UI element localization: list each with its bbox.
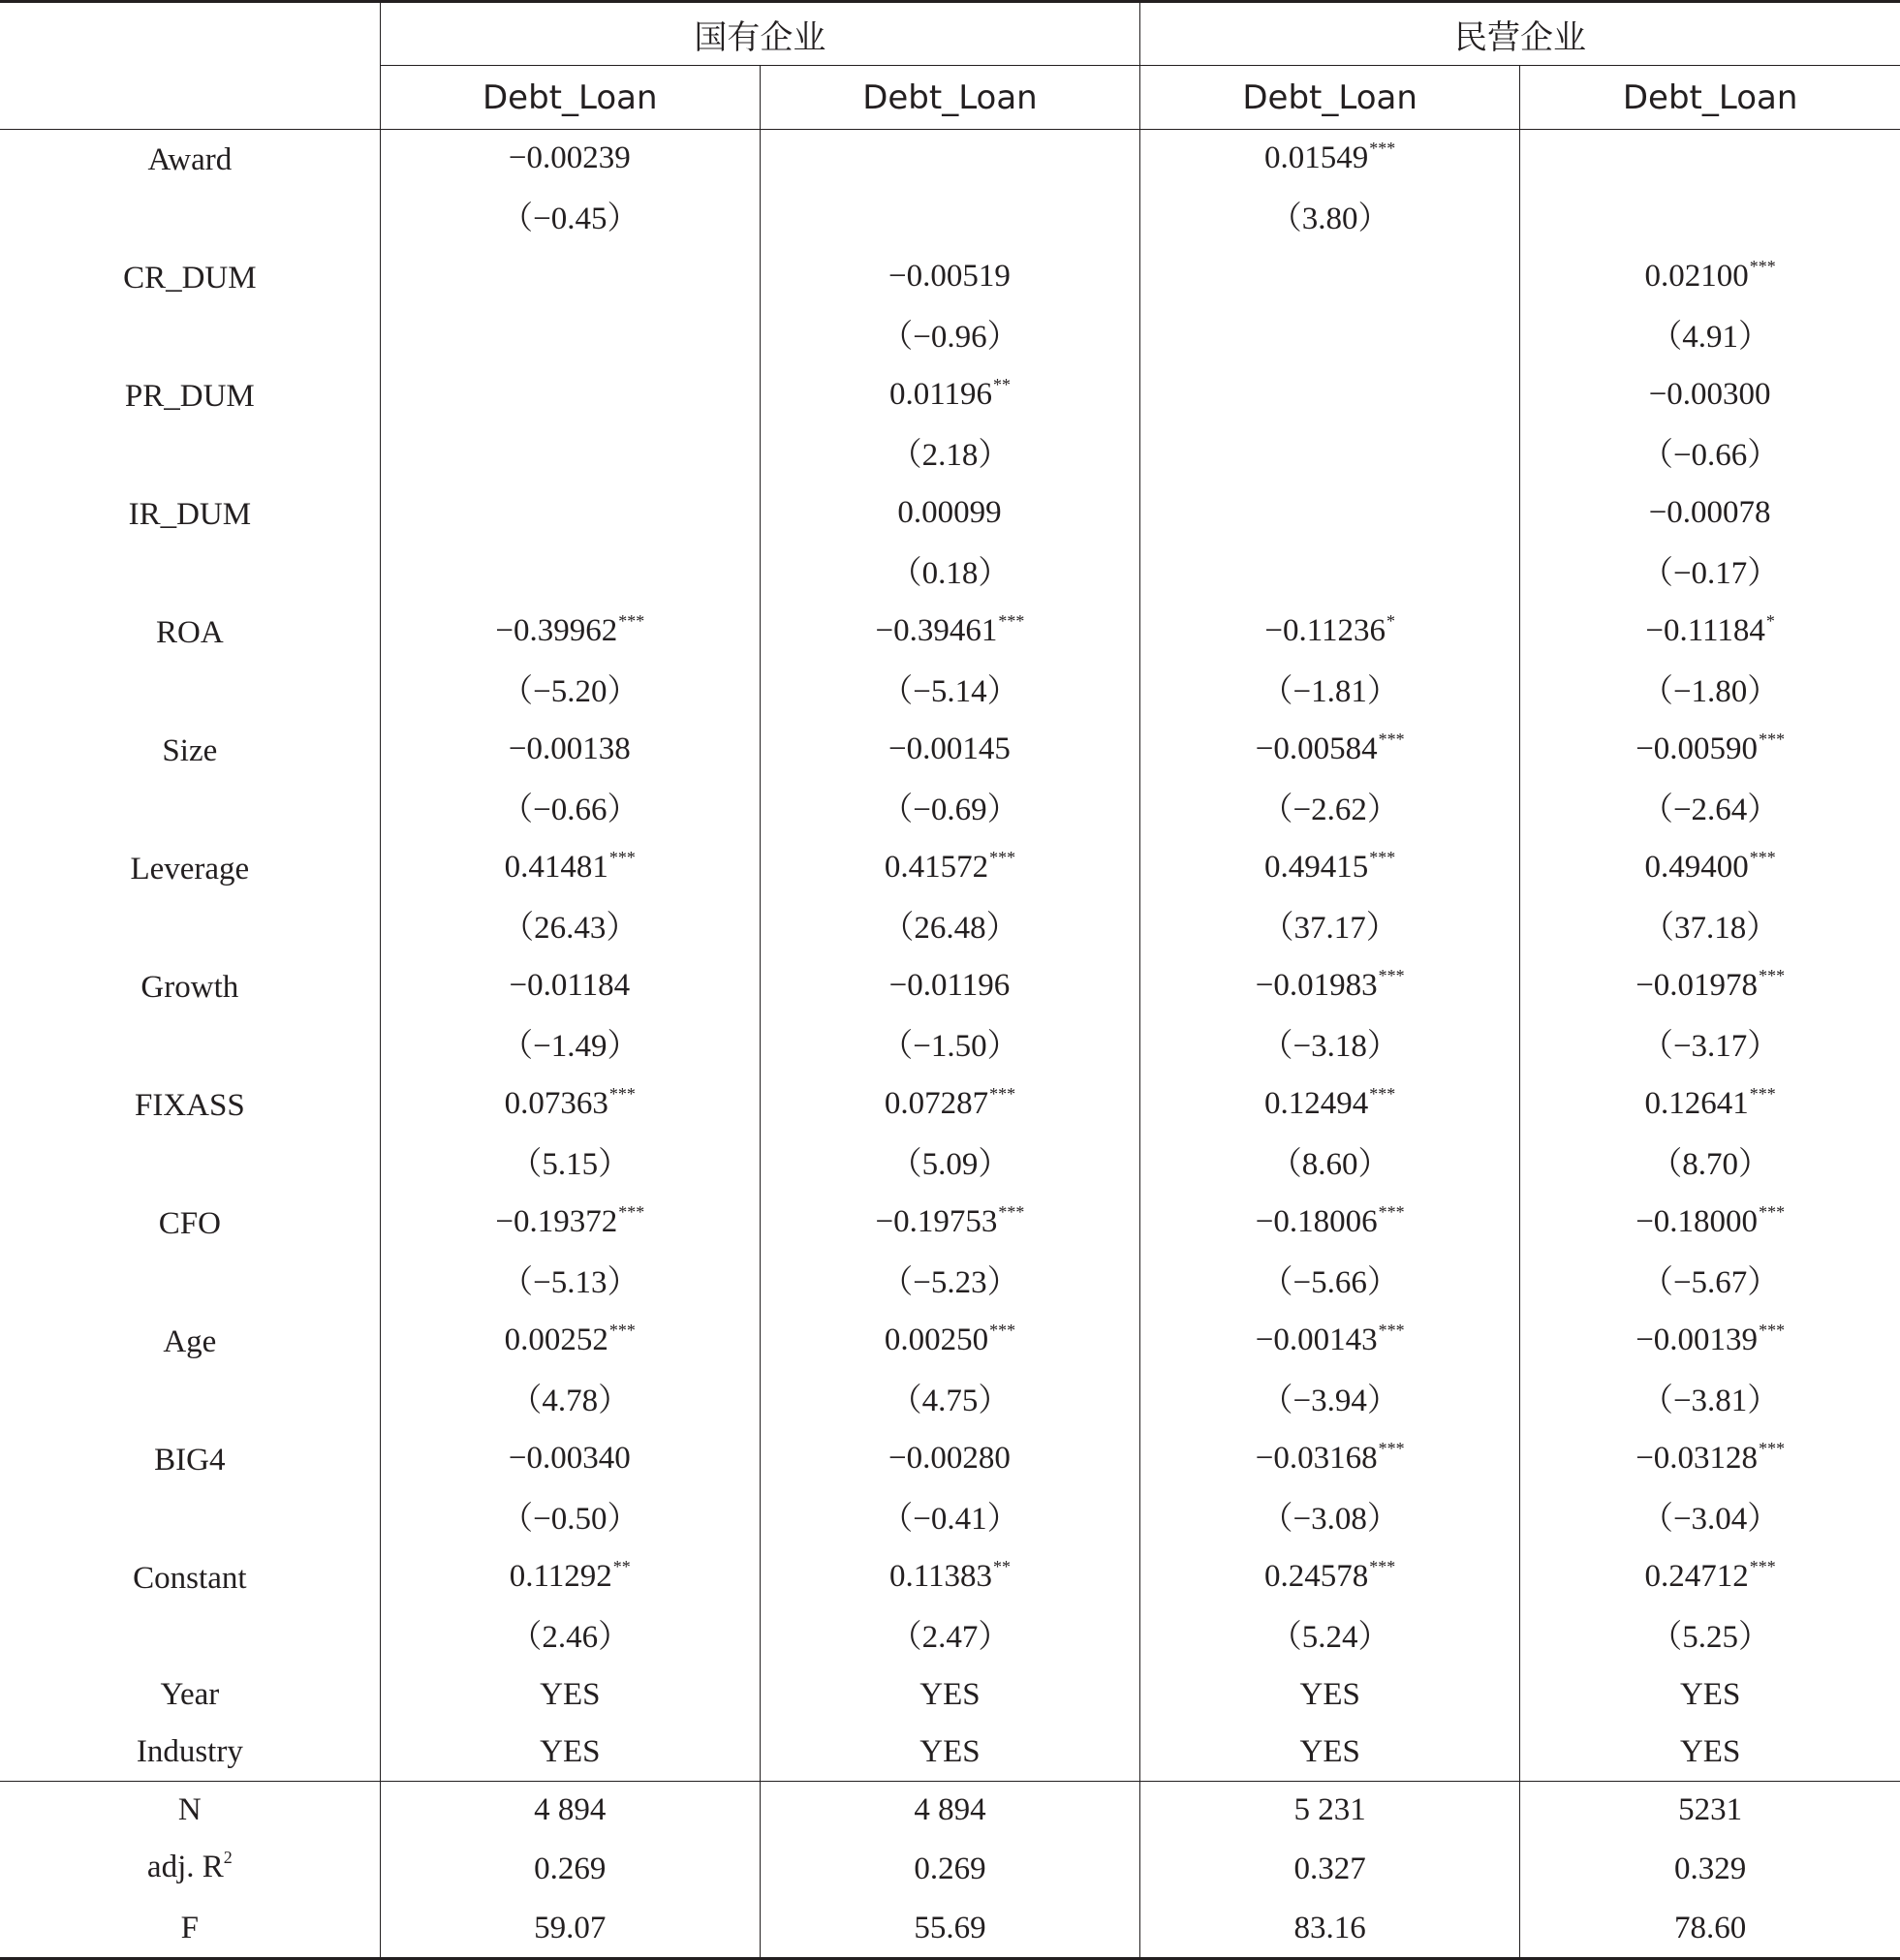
coefficient-cell — [380, 839, 760, 900]
variable-label-spacer — [0, 1255, 380, 1312]
t-statistic-cell: （2.18） — [760, 427, 1139, 484]
statistic-value: 0.269 — [760, 1839, 1139, 1900]
significance-stars: *** — [1749, 1557, 1776, 1576]
coefficient-cell — [760, 366, 1139, 427]
variable-label: CR_DUM — [123, 261, 257, 296]
coefficient-value: −0.00145 — [888, 731, 1011, 766]
coefficient-cell — [1520, 839, 1900, 900]
significance-stars: *** — [1378, 1439, 1405, 1458]
variable-label: BIG4 — [154, 1443, 226, 1478]
t-statistic-cell: （−0.66） — [380, 782, 760, 839]
variable-label: Award — [147, 142, 233, 177]
coefficient-cell — [380, 1194, 760, 1255]
coefficient-row — [0, 1194, 1900, 1255]
t-statistic-cell — [1140, 427, 1520, 484]
coefficient-cell — [760, 484, 1139, 545]
t-statistic-cell: （5.09） — [760, 1136, 1139, 1194]
significance-stars: *** — [1749, 257, 1776, 276]
t-statistic-cell: （−1.81） — [1140, 664, 1520, 721]
t-statistic-cell: （−5.23） — [760, 1255, 1139, 1312]
t-statistic-cell: （−5.14） — [760, 664, 1139, 721]
statistic-label-text: N — [177, 1792, 202, 1827]
t-statistic-cell: （−3.18） — [1140, 1018, 1520, 1075]
t-statistic-row — [0, 1491, 1900, 1548]
statistic-label — [0, 1782, 380, 1840]
coefficient-cell — [1520, 957, 1900, 1018]
significance-stars: *** — [608, 1084, 636, 1104]
t-statistic-cell: （37.18） — [1520, 900, 1900, 957]
significance-stars: *** — [1749, 848, 1776, 867]
coefficient-cell — [760, 1430, 1139, 1491]
statistic-value: 5231 — [1520, 1782, 1900, 1840]
coefficient-cell — [1520, 1312, 1900, 1373]
coefficient-cell — [1140, 248, 1520, 309]
coefficient-cell — [1140, 366, 1520, 427]
control-value: YES — [760, 1666, 1139, 1724]
coefficient-value: −0.00300 — [1648, 377, 1771, 412]
coefficient-cell — [380, 1430, 760, 1491]
coefficient-value: 0.00252 — [504, 1322, 608, 1357]
coefficient-cell — [380, 603, 760, 664]
statistics-rows — [0, 1782, 1900, 1959]
coefficient-row — [0, 957, 1900, 1018]
statistic-value: 0.327 — [1140, 1839, 1520, 1900]
coefficient-cell — [760, 839, 1139, 900]
coefficient-value: 0.49415 — [1264, 850, 1369, 885]
coefficient-row — [0, 366, 1900, 427]
t-statistic-cell: （26.48） — [760, 900, 1139, 957]
coefficient-row — [0, 839, 1900, 900]
coefficient-value: −0.03128 — [1635, 1441, 1759, 1476]
coefficient-value: −0.00340 — [508, 1441, 631, 1476]
group-header-private: 民营企业 — [1140, 2, 1900, 66]
coefficient-value: 0.07363 — [504, 1086, 608, 1121]
variable-label: IR_DUM — [128, 497, 252, 532]
control-value: YES — [760, 1724, 1139, 1782]
t-statistic-row — [0, 1136, 1900, 1194]
coefficient-row — [0, 248, 1900, 309]
significance-stars: ** — [612, 1557, 631, 1576]
significance-stars: *** — [998, 1202, 1025, 1222]
t-statistic-cell: （−3.08） — [1140, 1491, 1520, 1548]
dependent-variable-header: Debt_Loan — [380, 66, 760, 130]
statistic-row — [0, 1782, 1900, 1840]
coefficient-cell — [1140, 130, 1520, 192]
t-statistic-cell: （−1.80） — [1520, 664, 1900, 721]
coefficient-cell — [1520, 248, 1900, 309]
statistic-value: 78.60 — [1520, 1900, 1900, 1959]
coefficient-cell — [1140, 957, 1520, 1018]
significance-stars: *** — [608, 1321, 636, 1340]
coefficient-value: −0.18006 — [1255, 1204, 1378, 1239]
statistic-value: 83.16 — [1140, 1900, 1520, 1959]
header-corner — [0, 2, 380, 66]
t-statistic-cell: （3.80） — [1140, 191, 1520, 248]
t-statistic-cell: （0.18） — [760, 545, 1139, 603]
t-statistic-cell — [760, 191, 1139, 248]
significance-stars: *** — [1759, 966, 1786, 985]
coefficient-row — [0, 603, 1900, 664]
coefficient-value: −0.01983 — [1255, 968, 1378, 1003]
significance-stars: *** — [1378, 1321, 1405, 1340]
control-label: Year — [160, 1677, 220, 1712]
coefficient-value: 0.12494 — [1264, 1086, 1369, 1121]
coefficient-value: −0.19753 — [875, 1204, 998, 1239]
coefficient-cell — [760, 1548, 1139, 1609]
significance-stars: *** — [1749, 1084, 1776, 1104]
t-statistic-row — [0, 1609, 1900, 1666]
coefficient-cell — [760, 957, 1139, 1018]
coefficient-cell — [380, 721, 760, 782]
coefficient-cell — [760, 1194, 1139, 1255]
significance-stars: *** — [998, 611, 1025, 631]
coefficient-cell — [1520, 484, 1900, 545]
coefficient-cell — [1140, 484, 1520, 545]
t-statistic-cell: （−5.13） — [380, 1255, 760, 1312]
significance-stars: *** — [1369, 1557, 1396, 1576]
coefficient-value: −0.00239 — [508, 140, 631, 175]
coefficient-value: 0.24578 — [1264, 1559, 1369, 1594]
variable-label-spacer — [0, 545, 380, 603]
significance-stars: *** — [1378, 730, 1405, 749]
t-statistic-row — [0, 1018, 1900, 1075]
t-statistic-cell: （−5.66） — [1140, 1255, 1520, 1312]
coefficient-cell — [760, 130, 1139, 192]
statistic-value: 0.329 — [1520, 1839, 1900, 1900]
variable-label: Leverage — [130, 852, 250, 887]
control-row — [0, 1666, 1900, 1724]
coefficient-cell — [380, 484, 760, 545]
group-header-row — [0, 2, 1900, 66]
significance-stars: *** — [1378, 1202, 1405, 1222]
statistic-row — [0, 1839, 1900, 1900]
control-value: YES — [380, 1666, 760, 1724]
coefficient-cell — [1520, 721, 1900, 782]
significance-stars: *** — [618, 611, 645, 631]
t-statistic-cell: （2.47） — [760, 1609, 1139, 1666]
t-statistic-cell: （−2.64） — [1520, 782, 1900, 839]
coefficient-value: −0.39461 — [875, 613, 998, 648]
coefficient-value: −0.00139 — [1635, 1322, 1759, 1357]
coefficient-value: −0.00280 — [888, 1441, 1011, 1476]
variable-label-spacer — [0, 1018, 380, 1075]
t-statistic-cell — [1140, 309, 1520, 366]
coefficient-value: −0.39962 — [495, 613, 618, 648]
statistic-label — [0, 1900, 380, 1959]
coefficient-cell — [380, 1312, 760, 1373]
significance-stars: ** — [992, 1557, 1011, 1576]
coefficient-value: −0.01184 — [509, 968, 631, 1003]
control-value: YES — [380, 1724, 760, 1782]
t-statistic-cell: （−0.96） — [760, 309, 1139, 366]
t-statistic-cell — [1520, 191, 1900, 248]
table-header — [0, 2, 1900, 130]
significance-stars: *** — [1369, 1084, 1396, 1104]
t-statistic-cell: （8.70） — [1520, 1136, 1900, 1194]
t-statistic-cell: （−5.67） — [1520, 1255, 1900, 1312]
dependent-variable-header: Debt_Loan — [760, 66, 1139, 130]
t-statistic-cell — [380, 545, 760, 603]
coefficient-value: 0.01549 — [1264, 140, 1369, 175]
coefficient-value: 0.24712 — [1644, 1559, 1749, 1594]
t-statistic-cell: （4.91） — [1520, 309, 1900, 366]
coefficient-cell — [1520, 1075, 1900, 1136]
coefficient-cell — [380, 248, 760, 309]
t-statistic-cell: （−3.81） — [1520, 1373, 1900, 1430]
significance-stars: *** — [618, 1202, 645, 1222]
t-statistic-cell — [1140, 545, 1520, 603]
variable-label-spacer — [0, 782, 380, 839]
coefficient-cell — [1140, 1548, 1520, 1609]
t-statistic-row — [0, 309, 1900, 366]
coefficient-value: −0.11236 — [1264, 613, 1386, 648]
control-value: YES — [1140, 1666, 1520, 1724]
coefficient-value: 0.11383 — [888, 1559, 992, 1594]
statistic-label-text: adj. R — [146, 1850, 224, 1884]
coefficient-value: −0.00138 — [508, 731, 631, 766]
t-statistic-cell: （−5.20） — [380, 664, 760, 721]
coefficient-value: 0.02100 — [1644, 259, 1749, 294]
statistic-value: 55.69 — [760, 1900, 1139, 1959]
coefficient-value: 0.41481 — [504, 850, 608, 885]
coefficient-cell — [1140, 1075, 1520, 1136]
t-statistic-cell — [380, 427, 760, 484]
t-statistic-row — [0, 900, 1900, 957]
variable-label-spacer — [0, 664, 380, 721]
coefficient-value: −0.00519 — [888, 259, 1011, 294]
coefficient-value: −0.01196 — [888, 968, 1011, 1003]
variable-label: Constant — [133, 1561, 247, 1596]
control-row — [0, 1724, 1900, 1782]
coefficient-row — [0, 1075, 1900, 1136]
t-statistic-cell: （−0.69） — [760, 782, 1139, 839]
t-statistic-cell: （5.25） — [1520, 1609, 1900, 1666]
statistic-value: 4 894 — [760, 1782, 1139, 1840]
t-statistic-cell — [380, 309, 760, 366]
t-statistic-row — [0, 782, 1900, 839]
variable-label-spacer — [0, 1609, 380, 1666]
t-statistic-cell: （−2.62） — [1140, 782, 1520, 839]
coefficient-value: 0.01196 — [888, 377, 992, 412]
dependent-variable-header: Debt_Loan — [1140, 66, 1520, 130]
coefficient-value: −0.01978 — [1635, 968, 1759, 1003]
coefficient-cell — [380, 1548, 760, 1609]
coefficient-cell — [1140, 603, 1520, 664]
coefficient-cell — [760, 721, 1139, 782]
t-statistic-row — [0, 191, 1900, 248]
coefficient-cell — [1520, 130, 1900, 192]
coefficient-cell — [760, 1312, 1139, 1373]
coefficient-value: −0.00584 — [1255, 731, 1378, 766]
t-statistic-row — [0, 1373, 1900, 1430]
variable-label: ROA — [156, 615, 224, 650]
t-statistic-cell: （−0.45） — [380, 191, 760, 248]
significance-stars: *** — [1759, 1202, 1786, 1222]
t-statistic-cell: （2.46） — [380, 1609, 760, 1666]
t-statistic-cell: （8.60） — [1140, 1136, 1520, 1194]
variable-label: PR_DUM — [124, 379, 255, 414]
t-statistic-cell: （−3.04） — [1520, 1491, 1900, 1548]
t-statistic-cell: （37.17） — [1140, 900, 1520, 957]
coefficient-value: 0.07287 — [884, 1086, 989, 1121]
header-corner-lower — [0, 66, 380, 130]
t-statistic-row — [0, 427, 1900, 484]
control-label: Industry — [136, 1734, 243, 1769]
group-header-state-owned: 国有企业 — [380, 2, 1139, 66]
significance-stars: *** — [1759, 1321, 1786, 1340]
coefficient-row — [0, 484, 1900, 545]
significance-stars: *** — [1759, 1439, 1786, 1458]
variable-label: Growth — [140, 970, 239, 1005]
coefficient-row — [0, 721, 1900, 782]
significance-stars: *** — [1369, 139, 1396, 158]
t-statistic-row — [0, 1255, 1900, 1312]
coefficient-cell — [1140, 839, 1520, 900]
significance-stars: *** — [608, 848, 636, 867]
variable-label-spacer — [0, 191, 380, 248]
coefficient-row — [0, 1430, 1900, 1491]
statistic-label-text: F — [180, 1911, 200, 1945]
coefficient-value: −0.00143 — [1255, 1322, 1378, 1357]
statistic-label — [0, 1839, 380, 1900]
control-value: YES — [1520, 1724, 1900, 1782]
t-statistic-row — [0, 664, 1900, 721]
coefficient-cell — [380, 366, 760, 427]
variable-label-spacer — [0, 1136, 380, 1194]
dependent-variable-row — [0, 66, 1900, 130]
coefficient-cell — [1140, 1194, 1520, 1255]
significance-stars: * — [1765, 611, 1775, 631]
t-statistic-cell: （26.43） — [380, 900, 760, 957]
coefficient-cell — [380, 130, 760, 192]
coefficient-value: −0.03168 — [1255, 1441, 1378, 1476]
coefficient-cell — [1520, 1194, 1900, 1255]
t-statistic-row — [0, 545, 1900, 603]
t-statistic-cell: （4.78） — [380, 1373, 760, 1430]
coefficient-value: 0.00250 — [884, 1322, 989, 1357]
variable-label-spacer — [0, 900, 380, 957]
coefficient-value: −0.00590 — [1635, 731, 1759, 766]
coefficient-cell — [760, 1075, 1139, 1136]
t-statistic-cell: （−3.94） — [1140, 1373, 1520, 1430]
control-value: YES — [1140, 1724, 1520, 1782]
variable-label-spacer — [0, 427, 380, 484]
coefficient-value: 0.49400 — [1644, 850, 1749, 885]
t-statistic-cell: （−0.66） — [1520, 427, 1900, 484]
significance-stars: *** — [989, 1084, 1016, 1104]
coefficient-value: 0.12641 — [1644, 1086, 1749, 1121]
variable-label: Age — [163, 1324, 217, 1359]
significance-stars: ** — [992, 375, 1011, 394]
coefficient-cell — [1520, 1430, 1900, 1491]
coefficient-cell — [760, 603, 1139, 664]
coefficient-cell — [1140, 1430, 1520, 1491]
coefficient-cell — [760, 248, 1139, 309]
t-statistic-cell: （−0.50） — [380, 1491, 760, 1548]
variable-label: Size — [162, 733, 218, 768]
coefficient-cell — [1520, 1548, 1900, 1609]
coefficient-rows — [0, 130, 1900, 1782]
t-statistic-cell: （−0.41） — [760, 1491, 1139, 1548]
significance-stars: *** — [1759, 730, 1786, 749]
coefficient-cell — [1140, 721, 1520, 782]
significance-stars: *** — [989, 848, 1016, 867]
t-statistic-cell: （4.75） — [760, 1373, 1139, 1430]
coefficient-value: −0.18000 — [1635, 1204, 1759, 1239]
statistic-row — [0, 1900, 1900, 1959]
t-statistic-cell: （−1.50） — [760, 1018, 1139, 1075]
coefficient-cell — [1520, 603, 1900, 664]
variable-label-spacer — [0, 309, 380, 366]
t-statistic-cell: （5.15） — [380, 1136, 760, 1194]
dependent-variable-header: Debt_Loan — [1520, 66, 1900, 130]
coefficient-cell — [1140, 1312, 1520, 1373]
coefficient-value: −0.19372 — [495, 1204, 618, 1239]
coefficient-value: 0.41572 — [884, 850, 989, 885]
statistic-value: 4 894 — [380, 1782, 760, 1840]
variable-label-spacer — [0, 1373, 380, 1430]
coefficient-value: 0.00099 — [897, 495, 1002, 530]
t-statistic-cell: （−1.49） — [380, 1018, 760, 1075]
statistic-value: 59.07 — [380, 1900, 760, 1959]
t-statistic-cell: （−3.17） — [1520, 1018, 1900, 1075]
statistic-value: 5 231 — [1140, 1782, 1520, 1840]
significance-stars: *** — [1369, 848, 1396, 867]
coefficient-value: −0.11184 — [1645, 613, 1765, 648]
coefficient-value: 0.11292 — [509, 1559, 612, 1594]
statistic-label-superscript: 2 — [223, 1848, 233, 1867]
control-value: YES — [1520, 1666, 1900, 1724]
coefficient-row — [0, 1312, 1900, 1373]
variable-label: FIXASS — [134, 1088, 245, 1123]
coefficient-value: −0.00078 — [1648, 495, 1771, 530]
coefficient-row — [0, 1548, 1900, 1609]
variable-label-spacer — [0, 1491, 380, 1548]
significance-stars: *** — [1378, 966, 1405, 985]
statistic-value: 0.269 — [380, 1839, 760, 1900]
coefficient-cell — [380, 957, 760, 1018]
significance-stars: * — [1386, 611, 1395, 631]
coefficient-cell — [380, 1075, 760, 1136]
variable-label: CFO — [158, 1206, 221, 1241]
significance-stars: *** — [989, 1321, 1016, 1340]
coefficient-row — [0, 130, 1900, 192]
coefficient-cell — [1520, 366, 1900, 427]
t-statistic-cell: （−0.17） — [1520, 545, 1900, 603]
t-statistic-cell: （5.24） — [1140, 1609, 1520, 1666]
